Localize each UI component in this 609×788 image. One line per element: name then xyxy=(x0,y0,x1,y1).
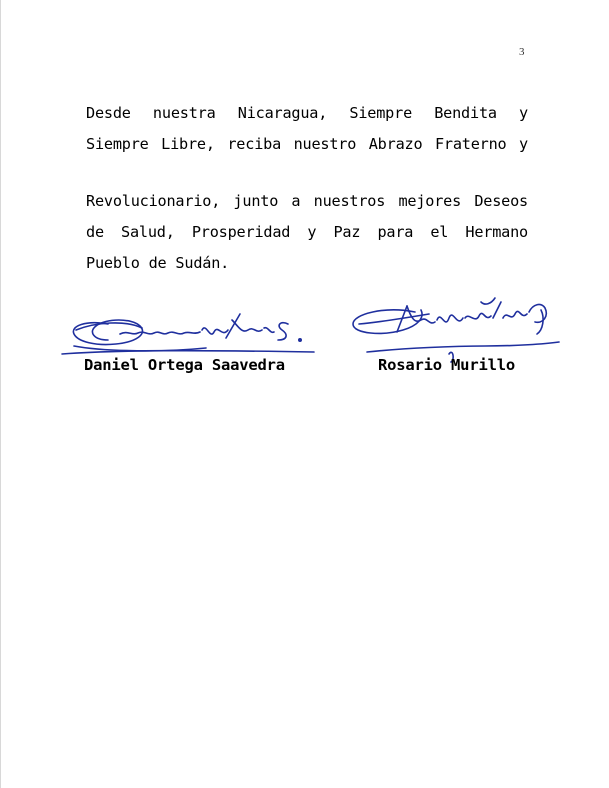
paragraph-line: de Salud, Prosperidad y Paz para el Hermano xyxy=(86,223,528,241)
paragraph-greeting xyxy=(86,98,528,160)
signer-name-left: Daniel Ortega Saavedra xyxy=(84,356,285,374)
signer-name-right: Rosario Murillo xyxy=(378,356,515,374)
paragraph-line: Pueblo de Sudán. xyxy=(86,254,230,272)
page-number: 3 xyxy=(519,46,525,58)
paragraph-line: Siempre Libre, reciba nuestro Abrazo Fraterno y xyxy=(86,135,528,153)
paragraph-line: Desde nuestra Nicaragua, Siempre Bendita y xyxy=(86,104,528,122)
page-edge xyxy=(0,0,1,788)
paragraph-line: Revolucionario, junto a nuestros mejores Deseos xyxy=(86,192,528,210)
paragraph-wishes xyxy=(86,186,528,279)
